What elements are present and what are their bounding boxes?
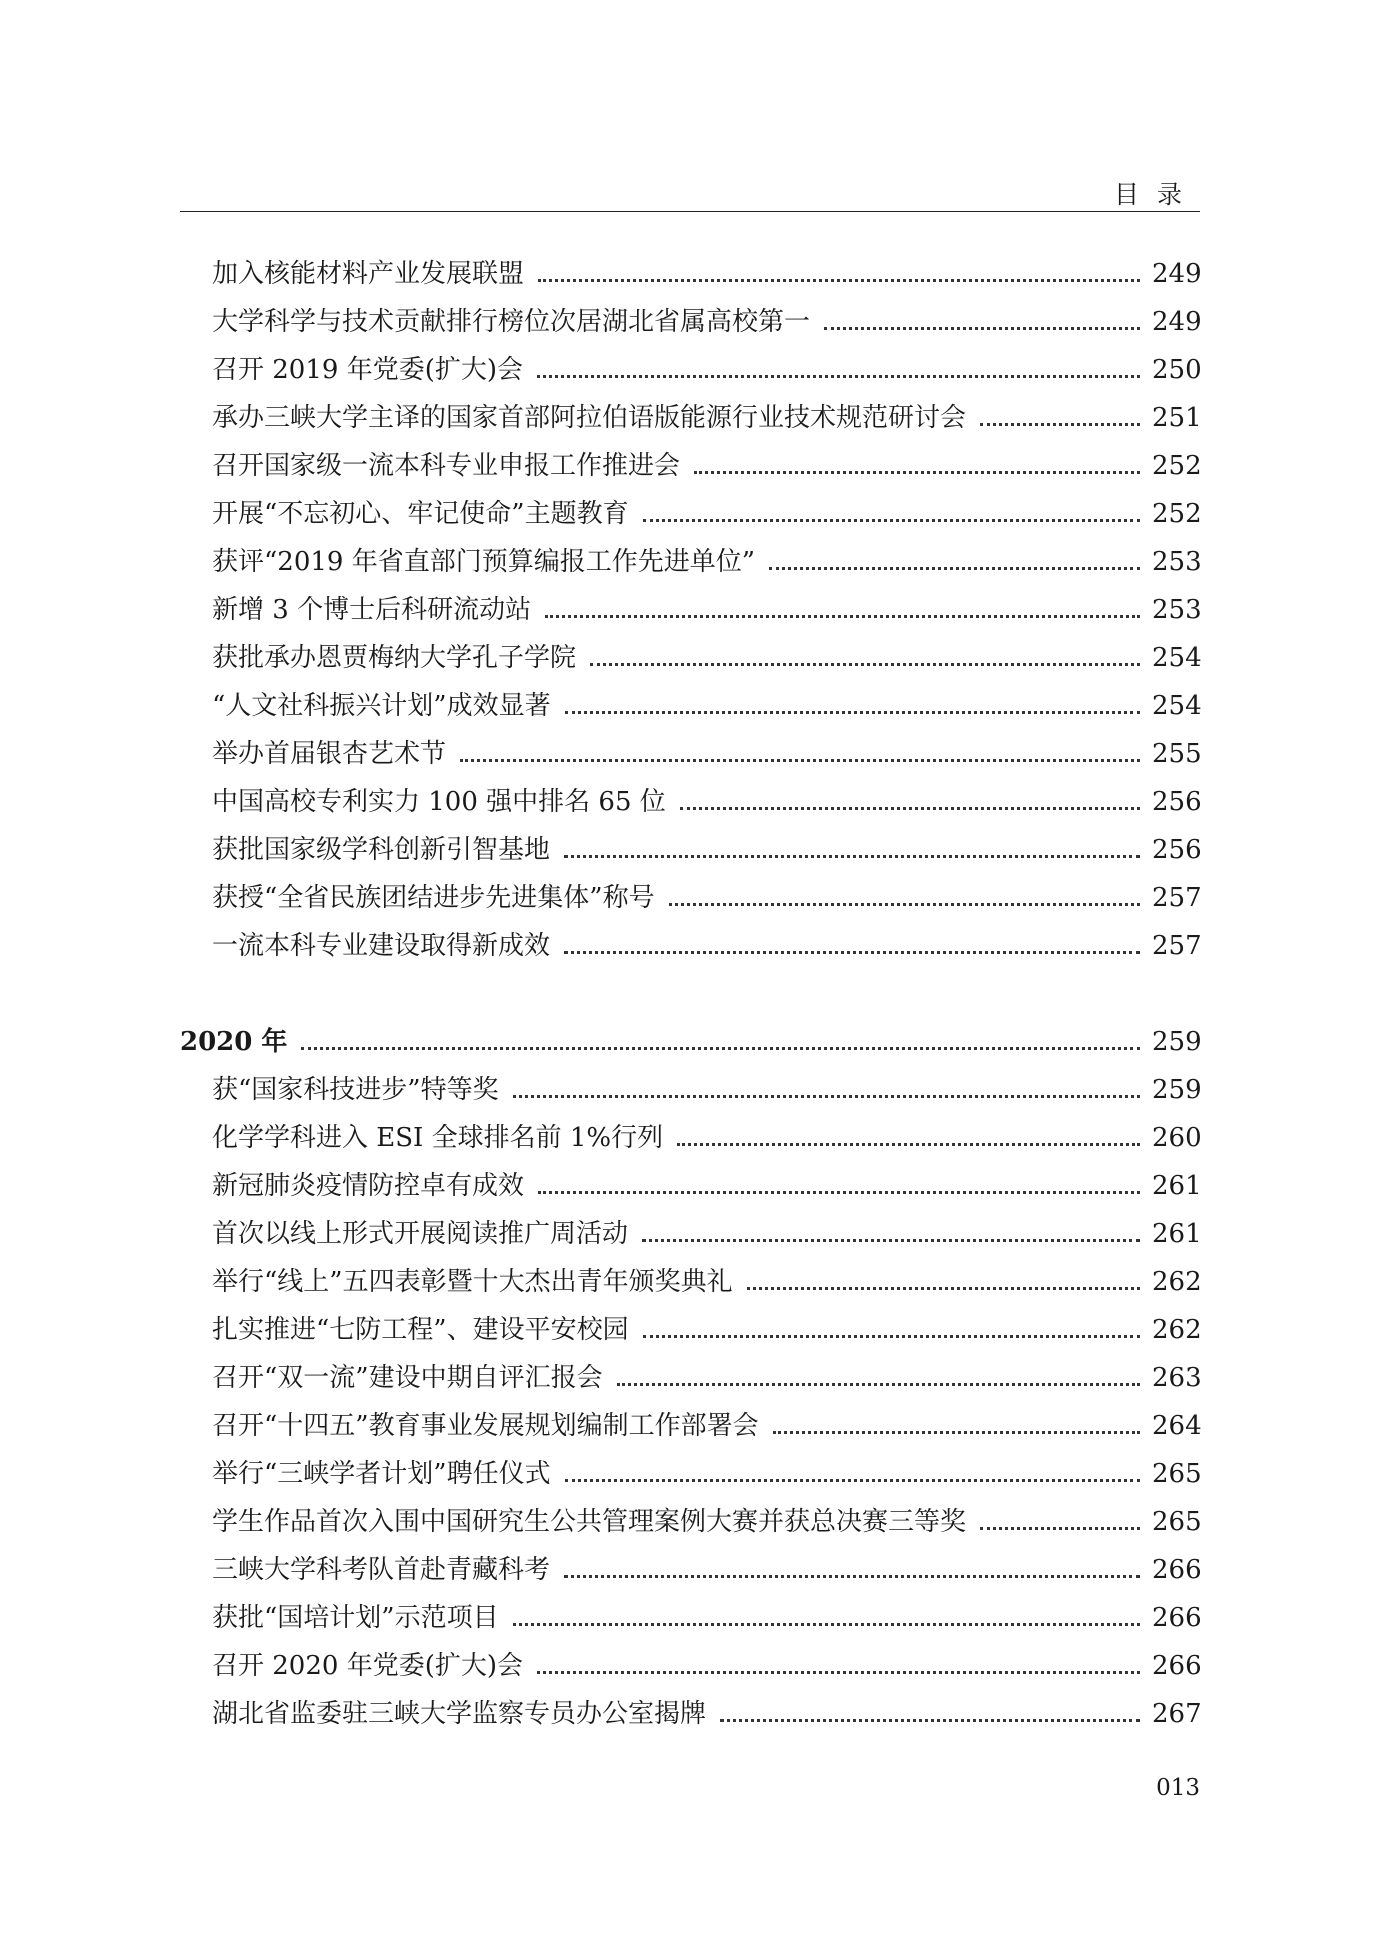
toc-entry-page: 263 xyxy=(1152,1363,1202,1393)
toc-entry[interactable] xyxy=(180,1498,1200,1538)
toc-entry[interactable] xyxy=(180,1354,1200,1394)
toc-entry-title: 新增 3 个博士后科研流动站 xyxy=(212,595,532,625)
toc-entry[interactable] xyxy=(180,394,1200,434)
toc-entry-page: 254 xyxy=(1152,643,1202,673)
toc-entry-title: 获批“国培计划”示范项目 xyxy=(212,1603,499,1633)
toc-entry[interactable] xyxy=(180,1306,1200,1346)
toc-entry-title: 获授“全省民族团结进步先进集体”称号 xyxy=(212,883,655,913)
toc-entry-page: 249 xyxy=(1152,259,1202,289)
toc-entry[interactable] xyxy=(180,1546,1200,1586)
toc-entry-page: 262 xyxy=(1152,1315,1202,1345)
toc-entry-title: 化学学科进入 ESI 全球排名前 1%行列 xyxy=(212,1123,664,1153)
toc-entry-page: 253 xyxy=(1152,595,1202,625)
dot-leader xyxy=(538,1191,1140,1194)
toc-entry-page: 261 xyxy=(1152,1219,1202,1249)
toc-entry-page: 266 xyxy=(1152,1555,1202,1585)
dot-leader xyxy=(513,1095,1140,1098)
dot-leader xyxy=(824,327,1140,330)
toc-entry-title: 加入核能材料产业发展联盟 xyxy=(212,259,525,289)
toc-entry[interactable] xyxy=(180,634,1200,674)
toc-entry-title: 中国高校专利实力 100 强中排名 65 位 xyxy=(212,787,666,817)
toc-entry-title: 开展“不忘初心、牢记使命”主题教育 xyxy=(212,499,629,529)
dot-leader xyxy=(513,1623,1140,1626)
toc-entry[interactable] xyxy=(180,1066,1200,1106)
dot-leader xyxy=(564,951,1140,954)
toc-entry-title: 学生作品首次入围中国研究生公共管理案例大赛并获总决赛三等奖 xyxy=(212,1507,967,1537)
dot-leader xyxy=(980,1527,1140,1530)
toc-entry-title: 举行“三峡学者计划”聘任仪式 xyxy=(212,1459,551,1489)
toc-entry-page: 267 xyxy=(1152,1699,1202,1729)
header-title: 目录 xyxy=(1113,180,1200,209)
toc-entry-title: 召开“十四五”教育事业发展规划编制工作部署会 xyxy=(212,1411,759,1441)
dot-leader xyxy=(677,1143,1140,1146)
toc-entry-title: 扎实推进“七防工程”、建设平安校园 xyxy=(212,1315,629,1345)
header-rule xyxy=(180,211,1200,212)
toc-entry-page: 266 xyxy=(1152,1603,1202,1633)
dot-leader xyxy=(590,663,1140,666)
dot-leader xyxy=(301,1047,1140,1050)
footer-page-number: 013 xyxy=(1156,1775,1200,1801)
toc-entry-page: 257 xyxy=(1152,883,1202,913)
toc-entry-title: 举办首届银杏艺术节 xyxy=(212,739,447,769)
dot-leader xyxy=(537,375,1140,378)
toc-entry[interactable] xyxy=(180,490,1200,530)
toc-entry[interactable] xyxy=(180,1450,1200,1490)
toc-entry[interactable] xyxy=(180,1162,1200,1202)
toc-entry-page: 250 xyxy=(1152,355,1202,385)
toc-entry-title: 获批承办恩贾梅纳大学孔子学院 xyxy=(212,643,577,673)
toc-entry[interactable] xyxy=(180,1258,1200,1298)
toc-entry-page: 261 xyxy=(1152,1171,1202,1201)
dot-leader xyxy=(565,1479,1140,1482)
toc-entry-title: 三峡大学科考队首赴青藏科考 xyxy=(212,1555,551,1585)
toc-entry-title: 承办三峡大学主译的国家首部阿拉伯语版能源行业技术规范研讨会 xyxy=(212,403,967,433)
toc-entry-title: 一流本科专业建设取得新成效 xyxy=(212,931,551,961)
dot-leader xyxy=(773,1431,1140,1434)
toc-entry-title: 获批国家级学科创新引智基地 xyxy=(212,835,551,865)
dot-leader xyxy=(980,423,1140,426)
toc-entry-page: 249 xyxy=(1152,307,1202,337)
toc-entry[interactable] xyxy=(180,1402,1200,1442)
toc-section-page: 259 xyxy=(1152,1027,1202,1057)
dot-leader xyxy=(565,711,1140,714)
dot-leader xyxy=(460,759,1140,762)
toc-entry[interactable] xyxy=(180,1642,1200,1682)
toc-entry-page: 260 xyxy=(1152,1123,1202,1153)
dot-leader xyxy=(537,1671,1140,1674)
dot-leader xyxy=(747,1287,1140,1290)
toc-entry[interactable] xyxy=(180,922,1200,962)
toc-section-title: 2020 年 xyxy=(180,1027,288,1057)
toc-entry-page: 266 xyxy=(1152,1651,1202,1681)
toc-entry-page: 264 xyxy=(1152,1411,1202,1441)
toc-entry-page: 252 xyxy=(1152,499,1202,529)
toc-entry-title: 召开“双一流”建设中期自评汇报会 xyxy=(212,1363,603,1393)
toc-entry-page: 262 xyxy=(1152,1267,1202,1297)
toc-entry-page: 265 xyxy=(1152,1507,1202,1537)
toc-entry[interactable] xyxy=(180,826,1200,866)
toc-entry-page: 253 xyxy=(1152,547,1202,577)
toc-entry-page: 256 xyxy=(1152,835,1202,865)
toc-entry-page: 257 xyxy=(1152,931,1202,961)
toc-entry-page: 254 xyxy=(1152,691,1202,721)
toc-entry[interactable] xyxy=(180,298,1200,338)
toc-entry[interactable] xyxy=(180,1114,1200,1154)
toc-entry-title: 获“国家科技进步”特等奖 xyxy=(212,1075,499,1105)
toc-entry-page: 265 xyxy=(1152,1459,1202,1489)
toc-entry-page: 256 xyxy=(1152,787,1202,817)
toc-entry-title: 召开国家级一流本科专业申报工作推进会 xyxy=(212,451,681,481)
dot-leader xyxy=(643,1335,1140,1338)
toc-entry-page: 251 xyxy=(1152,403,1202,433)
toc-entry-title: 举行“线上”五四表彰暨十大杰出青年颁奖典礼 xyxy=(212,1267,733,1297)
dot-leader xyxy=(538,279,1140,282)
toc-entry[interactable] xyxy=(180,730,1200,770)
dot-leader xyxy=(669,903,1140,906)
toc-entry[interactable] xyxy=(180,250,1200,290)
toc-entry[interactable] xyxy=(180,1594,1200,1634)
toc-entry[interactable] xyxy=(180,778,1200,818)
toc-section-2020[interactable] xyxy=(180,1018,1200,1058)
dot-leader xyxy=(720,1719,1140,1722)
toc-entry-title: 湖北省监委驻三峡大学监察专员办公室揭牌 xyxy=(212,1699,707,1729)
toc-entry-title: 新冠肺炎疫情防控卓有成效 xyxy=(212,1171,525,1201)
toc-entry-title: 首次以线上形式开展阅读推广周活动 xyxy=(212,1219,629,1249)
toc-entry[interactable] xyxy=(180,538,1200,578)
dot-leader xyxy=(769,567,1140,570)
dot-leader xyxy=(564,1575,1140,1578)
toc-entry-page: 255 xyxy=(1152,739,1202,769)
toc-entry[interactable] xyxy=(180,442,1200,482)
toc-entry[interactable] xyxy=(180,346,1200,386)
toc-entry-title: “人文社科振兴计划”成效显著 xyxy=(212,691,551,721)
toc-entry[interactable] xyxy=(180,682,1200,722)
toc-entry[interactable] xyxy=(180,874,1200,914)
toc-entry-title: 大学科学与技术贡献排行榜位次居湖北省属高校第一 xyxy=(212,307,811,337)
dot-leader xyxy=(642,1239,1140,1242)
dot-leader xyxy=(564,855,1140,858)
dot-leader xyxy=(694,471,1140,474)
toc-entry[interactable] xyxy=(180,1690,1200,1730)
toc-entry-page: 252 xyxy=(1152,451,1202,481)
toc-entry[interactable] xyxy=(180,586,1200,626)
toc-entry[interactable] xyxy=(180,1210,1200,1250)
dot-leader xyxy=(643,519,1140,522)
dot-leader xyxy=(680,807,1140,810)
toc-entry-page: 259 xyxy=(1152,1075,1202,1105)
toc-entry-title: 召开 2019 年党委(扩大)会 xyxy=(212,355,523,385)
toc-entry-title: 获评“2019 年省直部门预算编报工作先进单位” xyxy=(212,547,756,577)
dot-leader xyxy=(545,615,1140,618)
dot-leader xyxy=(617,1383,1140,1386)
toc-entry-title: 召开 2020 年党委(扩大)会 xyxy=(212,1651,523,1681)
